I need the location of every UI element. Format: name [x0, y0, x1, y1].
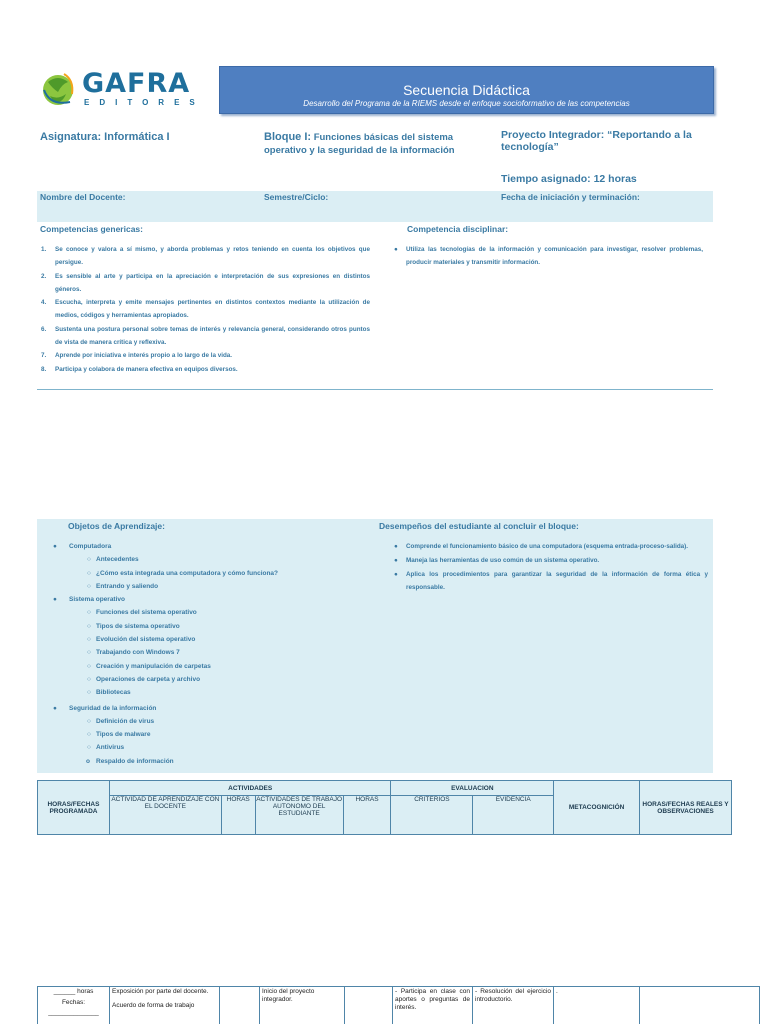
col-act-docente: ACTIVIDAD DE APRENDIZAJE CON EL DOCENTE: [109, 796, 221, 835]
bloque-label: Bloque I:: [264, 131, 312, 143]
col-evidencia: EVIDENCIA: [473, 796, 554, 835]
evidencia-cell: - Resolución del ejercicio introductorio.: [473, 987, 554, 1024]
autonomo-cell: Inicio del proyecto integrador.: [260, 987, 345, 1024]
list-item: ● Maneja las herramientas de uso común de un sistema operativo.: [394, 556, 600, 564]
col-act-autonomo: ACTIVIDADES DE TRABAJO AUTONOMO DEL ESTUDIANTE: [255, 796, 343, 835]
tiempo-asignado: Tiempo asignado: 12 horas: [501, 173, 637, 185]
objetos-title: Objetos de Aprendizaje:: [68, 521, 165, 531]
reales-cell: [640, 987, 760, 1024]
list-item: ○ Funciones del sistema operativo: [87, 609, 197, 617]
bloque: [264, 131, 489, 157]
activities-row-table: [37, 986, 760, 1024]
list-item: ○ Entrando y saliendo: [87, 582, 159, 590]
list-item: ● Sistema operativo: [53, 596, 125, 604]
list-item: ○ Tipos de sistema operativo: [87, 622, 180, 630]
divider: [37, 389, 713, 390]
list-item: ○ Antivirus: [87, 744, 125, 752]
banner-title: Secuencia Didáctica: [403, 82, 530, 98]
col-horas-2: HORAS: [343, 796, 391, 835]
logo-subtitle: EDITORES: [84, 98, 205, 107]
header-banner: [219, 66, 714, 114]
globe-icon: [40, 70, 76, 110]
fecha-label: Fecha de iniciación y terminación:: [501, 192, 640, 202]
list-item: ○ Evolución del sistema operativo: [87, 636, 196, 644]
list-item: ○ Operaciones de carpeta y archivo: [87, 675, 201, 683]
activities-table: [37, 780, 732, 835]
list-item: ○ Creación y manipulación de carpetas: [87, 662, 211, 670]
col-horas-reales: HORAS/FECHAS REALES Y OBSERVACIONES: [640, 781, 732, 835]
docente-cell: Exposición por parte del docente. Acuerdo de forma de trabajo: [110, 987, 220, 1024]
list-item: ● Utiliza las tecnologías de la información y comunicación para investigar, resolver problemas, producir materiales y transmitir información.: [394, 246, 703, 267]
horas-cell: ______ horas Fechas: ______________: [38, 987, 110, 1024]
docente-label: Nombre del Docente:: [40, 192, 126, 202]
list-item: 8. Participa y colabora de manera efectiva en equipos diversos.: [41, 365, 238, 373]
col-horas-1: HORAS: [221, 796, 255, 835]
list-item: 7. Aprende por iniciativa e interés propio a lo largo de la vida.: [41, 352, 233, 360]
list-item: ○ Tipos de malware: [87, 731, 151, 739]
semestre-label: Semestre/Ciclo:: [264, 192, 329, 202]
list-item: ● Computadora: [53, 543, 112, 550]
desempenos-title: Desempeños del estudiante al concluir el bloque:: [379, 521, 579, 531]
competencias-genericas-list: [41, 243, 370, 376]
proyecto-integrador: Proyecto Integrador: “Reportando a la tecnología”: [501, 129, 692, 153]
list-item: ○ Antecedentes: [87, 556, 139, 564]
horas1-cell: [220, 987, 260, 1024]
list-item: ○ Trabajando con Windows 7: [87, 649, 180, 657]
list-item: ○ ¿Cómo esta integrada una computadora y cómo funciona?: [87, 569, 279, 577]
logo-brand: GAFRA: [82, 68, 191, 99]
competencia-disciplinar-title: Competencia disciplinar:: [407, 224, 509, 234]
list-item: ○ Bibliotecas: [87, 689, 131, 697]
col-horas-fechas: HORAS/FECHAS PROGRAMADA: [38, 781, 110, 835]
bloque-text: Funciones básicas del sistema operativo y la seguridad de la información: [264, 132, 455, 156]
list-item: 1. Se conoce y valora a sí mismo, y aborda problemas y retos teniendo en cuenta los objetivos que persigue.: [41, 246, 370, 267]
objetos-list: [53, 540, 357, 768]
competencia-disciplinar-list: [394, 243, 703, 270]
competencias-genericas-title: Competencias genericas:: [40, 224, 143, 234]
meta-cell: .: [554, 987, 640, 1024]
col-evaluacion: EVALUACION: [391, 781, 554, 796]
gafra-logo: [40, 68, 205, 114]
list-item: ● Comprende el funcionamiento básico de una computadora (esquema entrada-proceso-salida).: [394, 543, 689, 550]
col-criterios: CRITERIOS: [391, 796, 473, 835]
list-item: ● Aplica los procedimientos para garantizar la seguridad de la información de forma ética y responsable.: [394, 570, 708, 592]
list-item: 2. Es sensible al arte y participa en la apreciación e interpretación de sus expresiones en distintos géneros.: [41, 272, 370, 293]
list-item: 4. Escucha, interpreta y emite mensajes pertinentes en distintos contextos mediante la utilización de medios, códigos y herramientas apropiados.: [41, 299, 370, 320]
criterio-cell: - Participa en clase con aportes o preguntas de interés.: [393, 987, 473, 1024]
banner-subtitle: Desarrollo del Programa de la RIEMS desde el enfoque socioformativo de las competencias: [303, 99, 630, 108]
list-item: ● Seguridad de la información: [53, 704, 157, 712]
list-item: 6. Sustenta una postura personal sobre temas de interés y relevancia general, considerando otros puntos de vista de manera crítica y reflexiva.: [41, 325, 370, 347]
list-item: o Respaldo de información: [86, 757, 174, 765]
col-actividades: ACTIVIDADES: [109, 781, 391, 796]
desempenos-list: [394, 540, 708, 595]
asignatura: Asignatura: Informática I: [40, 131, 170, 143]
col-metacognicion: METACOGNICIÓN: [554, 781, 640, 835]
list-item: ○ Definición de virus: [87, 717, 155, 725]
horas2-cell: [345, 987, 393, 1024]
